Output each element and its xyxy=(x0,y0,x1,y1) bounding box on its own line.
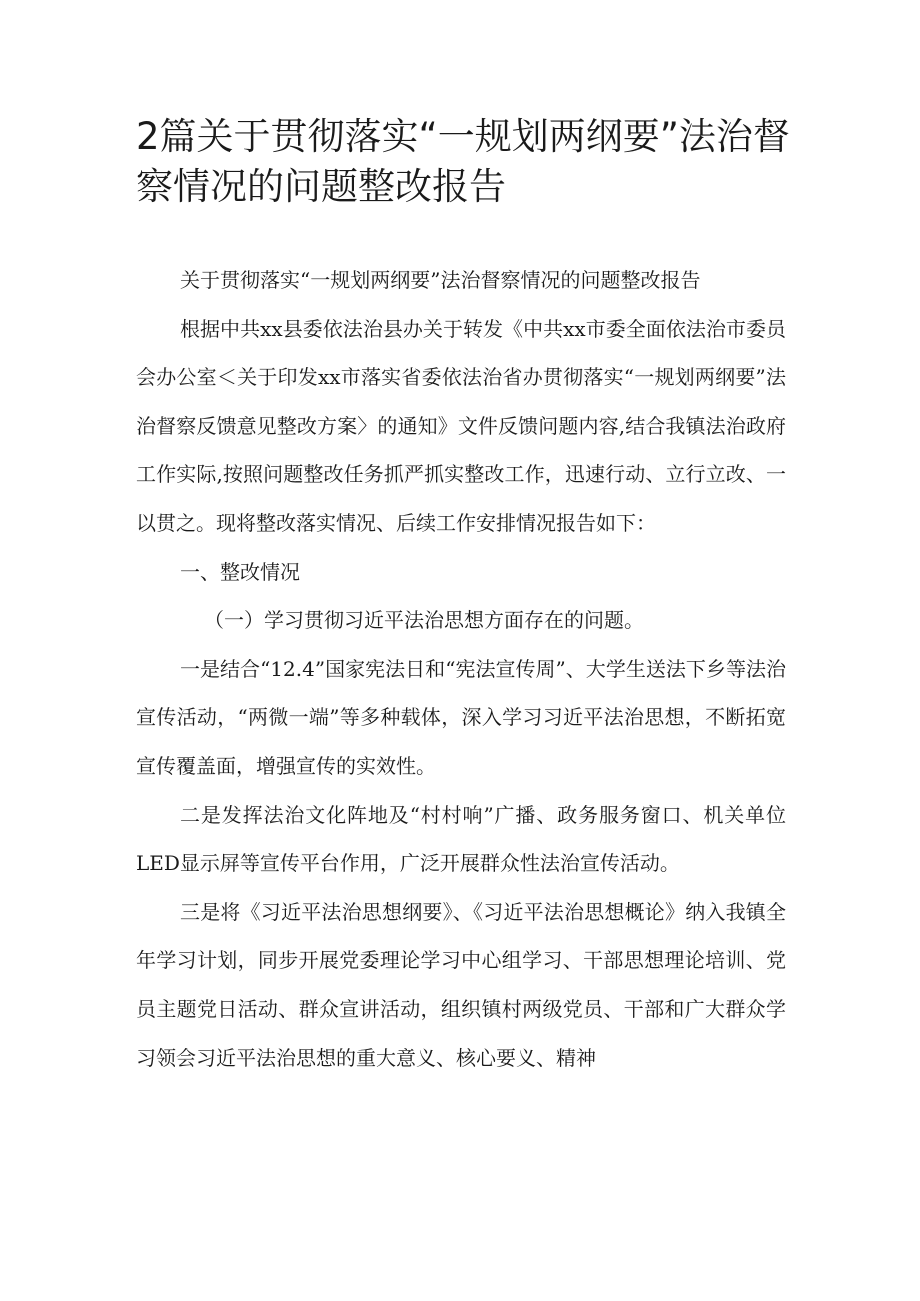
document-title: 2篇关于贯彻落实“一规划两纲要”法治督察情况的问题整改报告 xyxy=(136,115,790,208)
point-one-paragraph: 一是结合“12.4”国家宪法日和“宪法宣传周”、大学生送法下乡等法治宣传活动，“两微一端”等多种载体，深入学习习近平法治思想，不断拓宽宣传覆盖面，增强宣传的实效性。 xyxy=(136,656,786,778)
subsection-heading: （一）学习贯彻习近平法治思想方面存在的问题。 xyxy=(204,608,644,633)
document-body xyxy=(136,256,786,1082)
point-two-paragraph: 二是发挥法治文化阵地及“村村响”广播、政务服务窗口、机关单位LED显示屏等宣传平台作用，广泛开展群众性法治宣传活动。 xyxy=(136,802,786,876)
point-three-paragraph: 三是将《习近平法治思想纲要》、《习近平法治思想概论》纳入我镇全年学习计划，同步开展党委理论学习中心组学习、干部思想理论培训、党员主题党日活动、群众宣讲活动，组织镇村两级党员、干部和广大群众学习领会习近平法治思想的重大意义、核心要义、精神 xyxy=(136,899,786,1070)
intro-paragraph: 根据中共xx县委依法治县办关于转发《中共xx市委全面依法治市委员会办公室＜关于印发xx市落实省委依法治省办贯彻落实“一规划两纲要”法治督察反馈意见整改方案〉的通知》文件反馈问题内容,结合我镇法治政府工作实际,按照问题整改任务抓严抓实整改工作，迅速行动、立行立改、一以贯之。现将整改落实情况、后续工作安排情况报告如下： xyxy=(136,316,786,535)
report-heading: 关于贯彻落实“一规划两纲要”法治督察情况的问题整改报告 xyxy=(180,268,701,292)
section-heading: 一、整改情况 xyxy=(180,559,300,584)
